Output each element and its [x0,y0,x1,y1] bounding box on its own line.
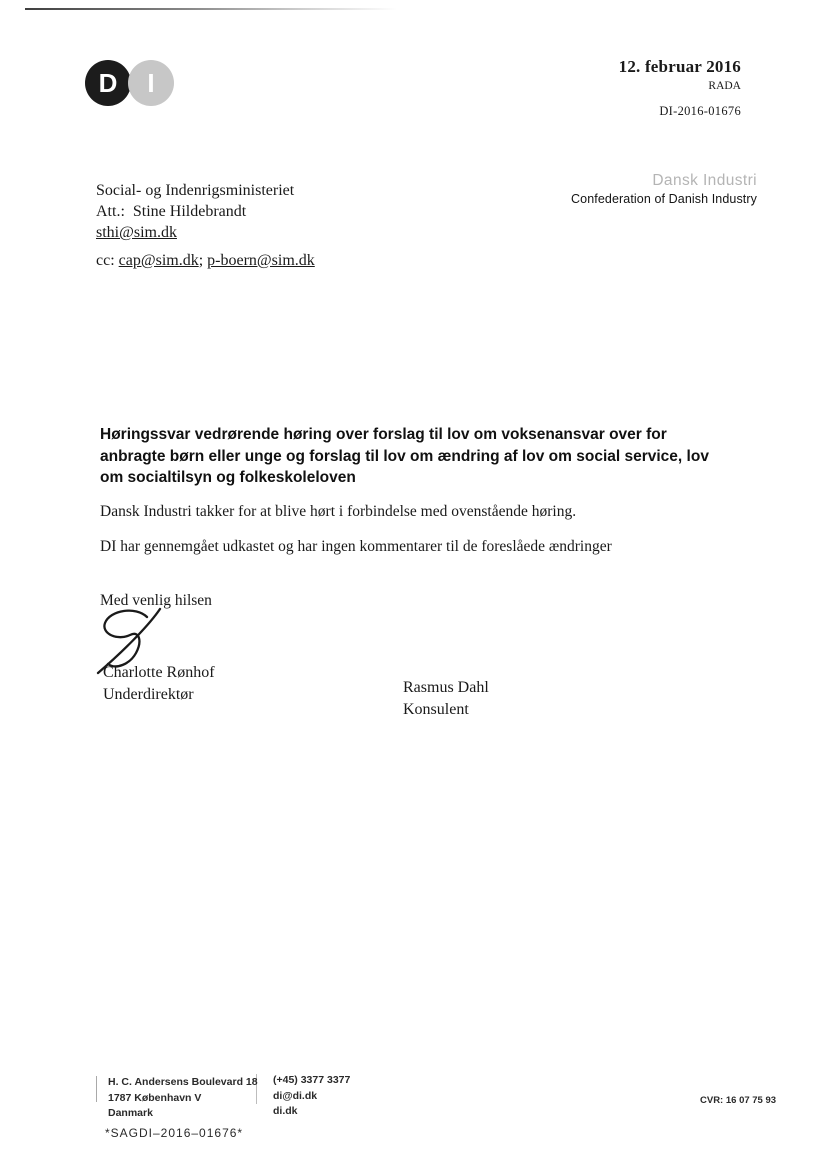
footer-website: di.dk [273,1105,298,1117]
di-logo-i-letter: I [147,67,155,98]
signer-1-name: Charlotte Rønhof [103,664,215,681]
signer-2-block [403,677,489,721]
footer-phone: (+45) 3377 3377 [273,1074,351,1086]
recipient-block [96,180,294,243]
footer-email: di@di.dk [273,1089,318,1102]
cc-separator: ; [198,252,208,269]
letter-closing: Med venlig hilsen [100,592,212,609]
letter-paragraph-2: DI har gennemgået udkastet og har ingen kommentarer til de foreslåede ændringer [100,538,612,555]
recipient-email: sthi@sim.dk [96,224,177,241]
brand-block [571,172,757,206]
footer-address-line-1: H. C. Andersens Boulevard 18 [108,1076,258,1088]
footer-address-line-2: 1787 København V [108,1091,202,1104]
letter-paragraph-1: Dansk Industri takker for at blive hørt i forbindelse med ovenstående høring. [100,503,577,520]
signer-2-name: Rasmus Dahl [403,679,489,696]
cc-email-1: cap@sim.dk [118,252,199,269]
signer-2-title: Konsulent [403,701,469,718]
footer-case-barcode-label: *SAGDI–2016–01676* [105,1126,244,1140]
cc-label: cc: [96,252,119,269]
signer-1-block [103,662,215,706]
letter-subject: Høringssvar vedrørende høring over forslag til lov om voksenansvar over for anbragte børn eller unge og forslag til lov om ændring af lov om social service, lov om socialtilsyn og folkeskoleloven [100,426,709,486]
reference-code: RADA [708,80,741,92]
footer-left-rule [96,1076,97,1102]
footer-address-line-3: Danmark [108,1107,153,1119]
recipient-attention: Att.: Stine Hildebrandt [96,203,247,220]
recipient-organization: Social- og Indenrigsministeriet [96,182,295,199]
footer-address [108,1075,258,1122]
footer-cvr: CVR: 16 07 75 93 [700,1095,777,1106]
signer-1-title: Underdirektør [103,686,194,703]
header-meta [619,57,741,119]
di-logo [85,60,174,106]
brand-subtitle: Confederation of Danish Industry [571,192,757,206]
cc-email-2: p-boern@sim.dk [207,252,315,269]
case-number: DI-2016-01676 [659,104,741,118]
scan-artifact-line [25,8,397,10]
footer-contact [273,1073,350,1120]
brand-name: Dansk Industri [652,172,757,189]
di-logo-i-circle [128,60,174,106]
di-logo-d-letter: D [98,67,118,98]
letter-date: 12. februar 2016 [618,57,741,76]
cc-line [96,252,315,270]
di-logo-d-circle [85,60,131,106]
